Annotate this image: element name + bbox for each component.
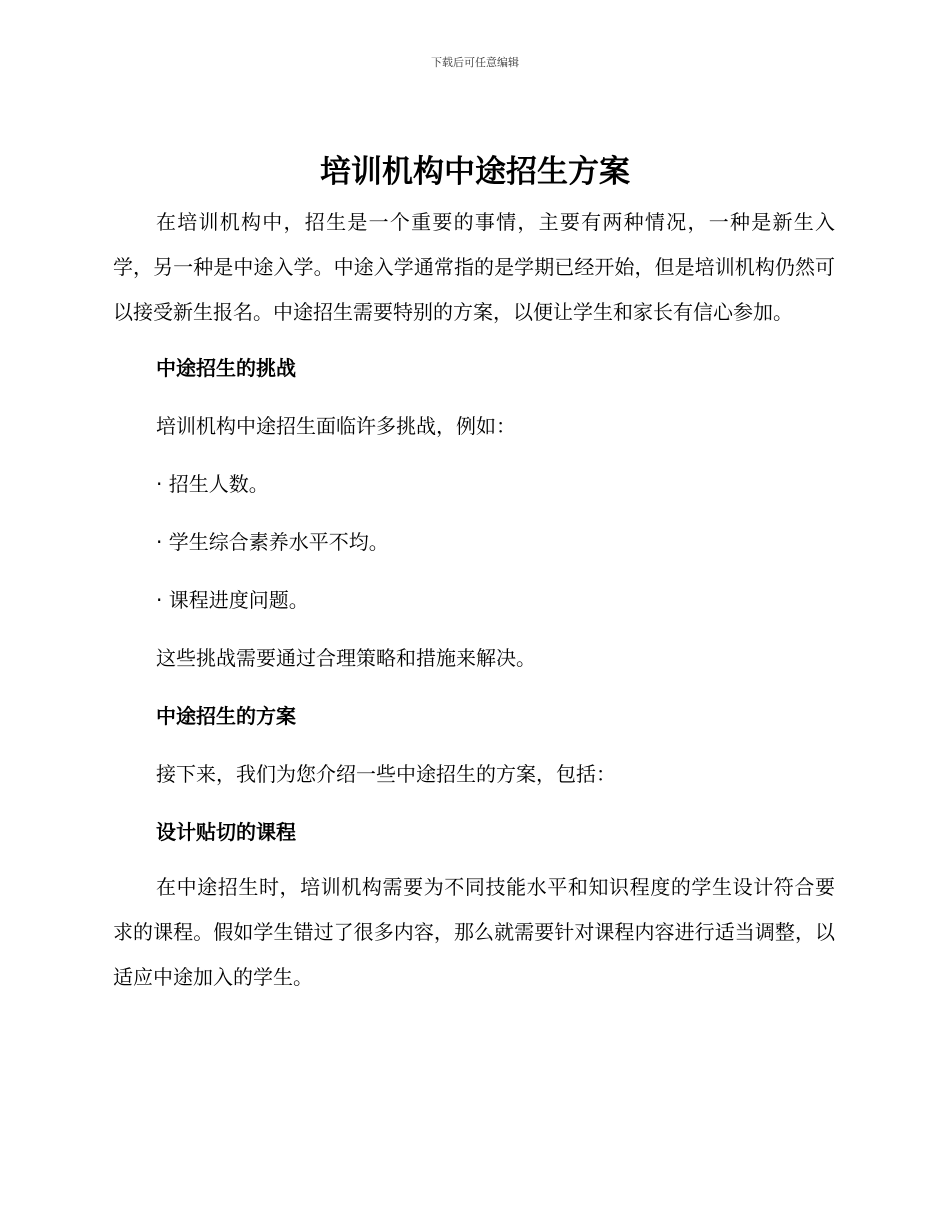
challenges-heading: 中途招生的挑战	[156, 356, 296, 380]
list-item: · 学生综合素养水平不均。	[156, 530, 389, 554]
plan-lead: 接下来，我们为您介绍一些中途招生的方案，包括：	[156, 762, 616, 786]
challenges-lead: 培训机构中途招生面临许多挑战，例如：	[156, 414, 516, 438]
course-heading: 设计贴切的课程	[156, 820, 296, 844]
document-body	[113, 200, 835, 1000]
header-note: 下载后可任意编辑	[431, 56, 519, 69]
list-item: · 课程进度问题。	[156, 588, 309, 612]
plan-heading: 中途招生的方案	[156, 704, 296, 728]
intro-paragraph: 在培训机构中，招生是一个重要的事情，主要有两种情况，一种是新生入学，另一种是中途入学。中途入学通常指的是学期已经开始，但是培训机构仍然可以接受新生报名。中途招生需要特别的方案，以便让学生和家长有信心参加。	[113, 210, 835, 324]
course-paragraph: 在中途招生时，培训机构需要为不同技能水平和知识程度的学生设计符合要求的课程。假如学生错过了很多内容，那么就需要针对课程内容进行适当调整，以适应中途加入的学生。	[113, 875, 835, 989]
challenges-conclusion: 这些挑战需要通过合理策略和措施来解决。	[156, 646, 536, 670]
list-item: · 招生人数。	[156, 472, 269, 496]
page-title: 培训机构中途招生方案	[320, 154, 630, 190]
